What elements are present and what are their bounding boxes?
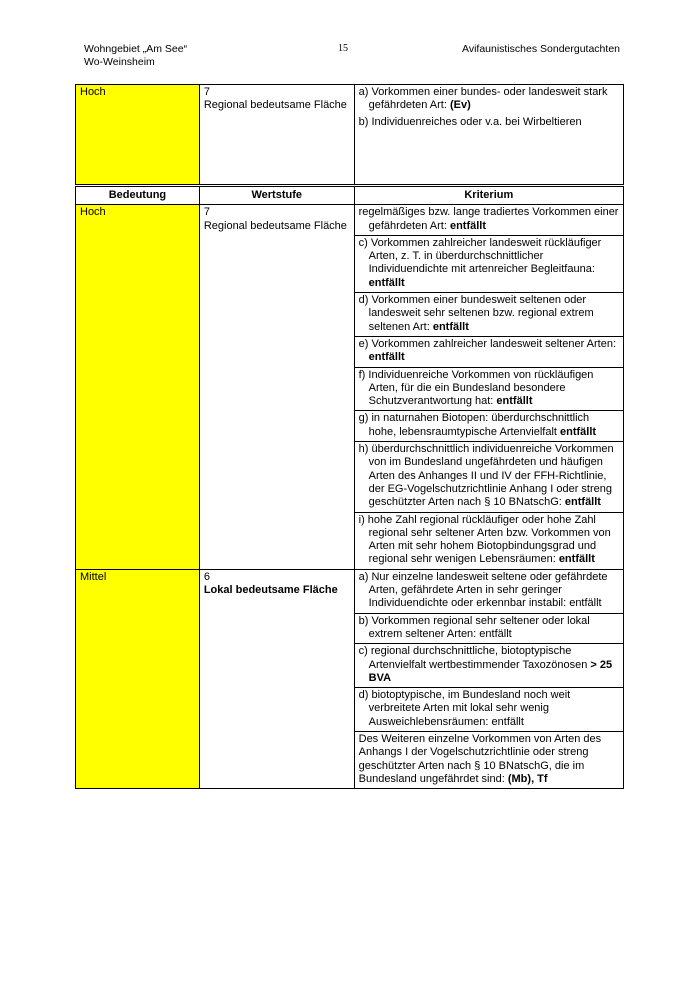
main-table bbox=[75, 186, 624, 789]
kriterium-item: g) in naturnahen Biotopen: überdurchschnittlich hohe, lebensraumtypische Artenvielfalt entfällt bbox=[355, 411, 623, 442]
kriterium-cell bbox=[354, 205, 623, 569]
top-table bbox=[75, 84, 624, 185]
wertstufe-label: Lokal bedeutsame Fläche bbox=[203, 584, 338, 597]
wertstufe-cell bbox=[199, 205, 354, 569]
kriterium-item: i) hohe Zahl regional rückläufiger oder hohe Zahl regional sehr seltener Arten bzw. Vorkommen von Arten mit sehr hohem Biotopbindungsgrad und regional sehr wenigen Lebensräumen: entfällt bbox=[358, 513, 611, 566]
column-header-kriterium: Kriterium bbox=[354, 187, 623, 205]
bedeutung-cell: Hoch bbox=[76, 85, 200, 185]
kriterium-item: c) regional durchschnittliche, biotoptypische Artenvielfalt wertbestimmender Taxozönosen > 25 BVA bbox=[355, 644, 623, 688]
wertstufe-number: 7 bbox=[203, 206, 210, 219]
wertstufe-cell bbox=[199, 85, 354, 185]
kriterium-item: a) Nur einzelne landesweit seltene oder gefährdete Arten, gefährdete Arten in sehr geringer Individuendichte oder erkennbar instabil: entfällt bbox=[355, 570, 623, 614]
table-row bbox=[76, 569, 624, 788]
kriterium-item: b) Individuenreiches oder v.a. bei Wirbeltieren bbox=[358, 115, 582, 128]
wertstufe-label: Regional bedeutsame Fläche bbox=[203, 99, 347, 112]
kriterium-item: d) Vorkommen einer bundesweit seltenen oder landesweit sehr seltenen bzw. regional extrem seltenen Art: entfällt bbox=[355, 293, 623, 337]
kriterium-item: regelmäßiges bzw. lange tradiertes Vorkommen einer gefährdeten Art: entfällt bbox=[355, 205, 623, 236]
kriterium-cell bbox=[354, 569, 623, 788]
kriterium-cell bbox=[354, 85, 623, 185]
table-header-row bbox=[76, 187, 624, 205]
kriterium-item: a) Vorkommen einer bundes- oder landesweit stark gefährdeten Art: (Ev) bbox=[358, 86, 608, 112]
column-header-bedeutung: Bedeutung bbox=[76, 187, 200, 205]
kriterium-item: f) Individuenreiche Vorkommen von rückläufigen Arten, für die ein Bundesland besondere Schutzverantwortung hat: entfällt bbox=[355, 368, 623, 412]
table-row bbox=[76, 85, 624, 185]
kriterium-item: Des Weiteren einzelne Vorkommen von Arten des Anhangs I der Vogelschutzrichtlinie oder streng geschützter Arten nach § 10 BNatschG, die im Bundesland ungefährdet sind: (Mb), Tf bbox=[358, 732, 602, 785]
wertstufe-number: 7 bbox=[203, 86, 210, 98]
wertstufe-number: 6 bbox=[203, 570, 210, 583]
wertstufe-label: Regional bedeutsame Fläche bbox=[203, 219, 347, 232]
kriterium-item: e) Vorkommen zahlreicher landesweit seltener Arten: entfällt bbox=[355, 337, 623, 368]
kriterium-item: d) biotoptypische, im Bundesland noch weit verbreitete Arten mit lokal sehr wenig Ausweichlebensräumen: entfällt bbox=[355, 688, 623, 732]
wertstufe-cell bbox=[199, 569, 354, 788]
kriterium-item: c) Vorkommen zahlreicher landesweit rückläufiger Arten, z. T. in überdurchschnittlicher Individuendichte mit artenreicher Begleitfauna: entfällt bbox=[355, 236, 623, 293]
kriterium-item: b) Vorkommen regional sehr seltener oder lokal extrem seltener Arten: entfällt bbox=[355, 614, 623, 645]
header-location: Wo-Weinsheim bbox=[84, 56, 155, 68]
kriterium-item: h) überdurchschnittlich individuenreiche Vorkommen von im Bundesland ungefährdeten und häufigen Arten des Anhanges II und IV der FFH-Richtlinie, der EG-Vogelschutzrichtlinie Anhang I oder streng geschützter Arten nach § 10 BNatschG: entfällt bbox=[355, 442, 623, 512]
column-header-wertstufe: Wertstufe bbox=[199, 187, 354, 205]
bedeutung-cell: Hoch bbox=[76, 205, 200, 569]
page-number: 15 bbox=[338, 43, 348, 54]
header-document-title: Avifaunistisches Sondergutachten bbox=[462, 43, 620, 55]
header-left bbox=[84, 43, 187, 69]
table-row bbox=[76, 205, 624, 569]
header-project-title: Wohngebiet „Am See“ bbox=[84, 43, 188, 55]
bedeutung-cell: Mittel bbox=[76, 569, 200, 788]
